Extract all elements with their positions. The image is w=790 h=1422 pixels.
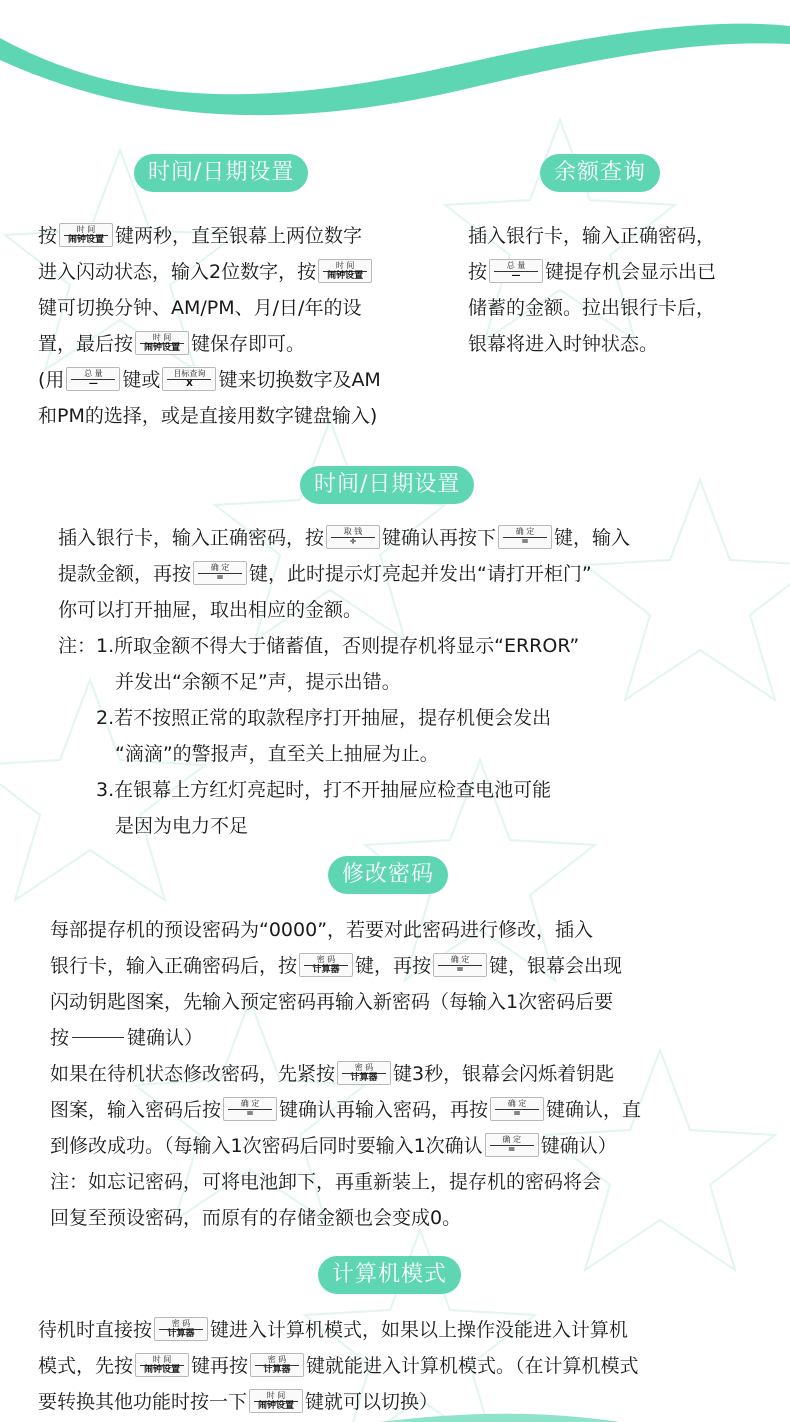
text-line xyxy=(468,218,716,254)
text-line xyxy=(50,984,641,1020)
text-segment: 图案，输入密码后按 xyxy=(50,1099,222,1121)
key-bottom-label xyxy=(72,1037,124,1048)
text-segment: 键进入计算机模式，如果以上操作没能进入计算机 xyxy=(210,1319,629,1341)
confirm-key-icon xyxy=(485,1133,539,1157)
text-segment: 键，输入 xyxy=(554,527,631,549)
text-segment: 键就可以切换） xyxy=(305,1391,439,1413)
total-key-icon xyxy=(66,367,120,391)
text-line xyxy=(50,1056,641,1092)
key-top-label: 时 间 xyxy=(152,332,172,342)
text-line xyxy=(58,520,630,556)
key-bottom-label: 计算器 xyxy=(350,1072,378,1083)
withdraw-text xyxy=(58,520,630,844)
key-top-label: 确 定 xyxy=(240,1098,260,1108)
text-segment: 注：如忘记密码，可将电池卸下，再重新装上，提存机的密码将会 xyxy=(50,1171,602,1193)
time-key-icon xyxy=(318,259,372,283)
text-line xyxy=(38,1312,639,1348)
key-top-label: 总 量 xyxy=(506,260,526,270)
text-segment: 2.若不按照正常的取款程序打开抽屉，提存机便会发出 xyxy=(58,707,552,729)
key-top-label: 确 定 xyxy=(515,526,535,536)
password-key-icon xyxy=(250,1353,304,1377)
text-segment: 键确认） xyxy=(127,1027,204,1049)
text-line xyxy=(58,808,630,844)
confirm-key-icon xyxy=(223,1097,277,1121)
text-line xyxy=(58,700,630,736)
text-line xyxy=(38,398,381,434)
key-top-label: 时 间 xyxy=(152,1354,172,1364)
text-segment: 按 xyxy=(468,261,488,283)
text-segment: 键或 xyxy=(122,369,161,391)
text-segment: 按 xyxy=(50,1027,70,1049)
text-line xyxy=(58,628,630,664)
text-segment: 键确认） xyxy=(540,1135,617,1157)
key-bottom-label: = xyxy=(456,964,464,975)
key-bottom-label: = xyxy=(216,572,224,583)
text-segment: 键，此时提示灯亮起并发出“请打开柜门” xyxy=(249,563,592,585)
text-segment: 键提存机会显示出已 xyxy=(545,261,717,283)
text-line xyxy=(38,218,381,254)
password-key-icon xyxy=(337,1061,391,1085)
text-segment: 是因为电力不足 xyxy=(58,815,249,837)
confirm-key-icon xyxy=(433,953,487,977)
target-key-icon xyxy=(162,367,216,391)
key-top-label: 确 定 xyxy=(507,1098,527,1108)
text-line xyxy=(468,290,716,326)
key-bottom-label: 计算器 xyxy=(312,964,340,975)
text-line xyxy=(468,326,716,362)
text-segment: 键两秒，直至银幕上两位数字 xyxy=(115,225,363,247)
text-segment: 模式，先按 xyxy=(38,1355,134,1377)
time-setting-text xyxy=(38,218,381,434)
text-line xyxy=(38,1348,639,1384)
confirm-key-icon xyxy=(193,561,247,585)
password-key-icon xyxy=(154,1317,208,1341)
key-top-label: 时 间 xyxy=(76,224,96,234)
text-segment: 银行卡，输入正确密码后，按 xyxy=(50,955,298,977)
text-line xyxy=(58,772,630,808)
text-segment: 待机时直接按 xyxy=(38,1319,153,1341)
text-line xyxy=(50,912,641,948)
text-segment: 键，银幕会出现 xyxy=(489,955,623,977)
total-key-icon xyxy=(489,259,543,283)
key-top-label: 确 定 xyxy=(450,954,470,964)
text-segment: 键确认，直 xyxy=(546,1099,642,1121)
text-line xyxy=(38,254,381,290)
key-bottom-label: 闹钟设置 xyxy=(144,342,181,353)
balance-text xyxy=(468,218,716,362)
calculator-text xyxy=(38,1312,639,1420)
text-segment: 注：1.所取金额不得大于储蓄值，否则提存机将显示“ERROR” xyxy=(58,635,580,657)
text-segment: 键再按 xyxy=(191,1355,249,1377)
key-top-label: 时 间 xyxy=(335,260,355,270)
key-bottom-label: — xyxy=(88,378,98,389)
text-segment: 进入闪动状态，输入2位数字，按 xyxy=(38,261,317,283)
text-segment: 闪动钥匙图案，先输入预定密码再输入新密码（每输入1次密码后要 xyxy=(50,991,614,1013)
text-segment: 如果在待机状态修改密码，先紧按 xyxy=(50,1063,336,1085)
text-line xyxy=(468,254,716,290)
blank-key-icon xyxy=(71,1025,125,1049)
text-segment: 要转换其他功能时按一下 xyxy=(38,1391,248,1413)
key-top-label: 目标查询 xyxy=(173,368,206,378)
section-title-calculator: 计算机模式 xyxy=(318,1256,461,1294)
text-segment: (用 xyxy=(38,369,65,391)
key-top-label: 总 量 xyxy=(84,368,103,378)
section-title-balance: 余额查询 xyxy=(540,154,660,192)
confirm-key-icon xyxy=(498,525,552,549)
text-segment: “滴滴”的警报声，直至关上抽屉为止。 xyxy=(58,743,439,765)
text-segment: 键来切换数字及AM xyxy=(218,369,381,391)
text-segment: 键可切换分钟、AM/PM、月/日/年的设 xyxy=(38,297,362,319)
time-key-icon xyxy=(135,331,189,355)
section-title-password: 修改密码 xyxy=(328,856,448,894)
text-segment: 键，再按 xyxy=(355,955,432,977)
key-bottom-label: — xyxy=(511,270,521,281)
text-segment: 和PM的选择，或是直接用数字键盘输入) xyxy=(38,405,378,427)
text-segment: 键确认再按下 xyxy=(382,527,497,549)
key-bottom-label: X xyxy=(185,378,193,389)
text-line xyxy=(50,1164,641,1200)
key-top-label: 密 码 xyxy=(171,1318,191,1328)
key-top-label xyxy=(72,1026,124,1037)
section-title-time-setting: 时间/日期设置 xyxy=(134,154,308,192)
time-key-icon xyxy=(135,1353,189,1377)
text-segment: 每部提存机的预设密码为“0000”，若要对此密码进行修改，插入 xyxy=(50,919,594,941)
text-segment: 键保存即可。 xyxy=(191,333,306,355)
key-bottom-label: 计算器 xyxy=(167,1328,195,1339)
text-line xyxy=(58,556,630,592)
text-segment: 你可以打开抽屉，取出相应的金额。 xyxy=(58,599,363,621)
text-segment: 键就能进入计算机模式。（在计算机模式 xyxy=(306,1355,639,1377)
key-bottom-label: 闹钟设置 xyxy=(258,1400,295,1411)
text-segment: 并发出“余额不足”声，提示出错。 xyxy=(58,671,401,693)
text-line xyxy=(50,1200,641,1236)
key-top-label: 确 定 xyxy=(210,562,230,572)
text-line xyxy=(58,664,630,700)
text-segment: 回复至预设密码，而原有的存储金额也会变成0。 xyxy=(50,1207,462,1229)
text-segment: 键3秒，银幕会闪烁着钥匙 xyxy=(393,1063,615,1085)
text-segment: 银幕将进入时钟状态。 xyxy=(468,333,659,355)
text-line xyxy=(38,290,381,326)
key-bottom-label: = xyxy=(521,536,529,547)
text-segment: 提款金额，再按 xyxy=(58,563,192,585)
text-line xyxy=(50,1128,641,1164)
text-segment: 按 xyxy=(38,225,58,247)
password-text xyxy=(50,912,641,1236)
key-top-label: 密 码 xyxy=(267,1354,287,1364)
text-segment: 到修改成功。（每输入1次密码后同时要输入1次确认 xyxy=(50,1135,483,1157)
text-line xyxy=(58,592,630,628)
text-segment: 储蓄的金额。拉出银行卡后， xyxy=(468,297,716,319)
key-bottom-label: 计算器 xyxy=(263,1364,291,1375)
text-line xyxy=(38,1384,639,1420)
text-line xyxy=(38,362,381,398)
key-bottom-label: = xyxy=(246,1108,254,1119)
withdraw-key-icon xyxy=(326,525,380,549)
key-bottom-label: = xyxy=(513,1108,521,1119)
text-segment: 键确认再输入密码，再按 xyxy=(279,1099,489,1121)
key-bottom-label: = xyxy=(507,1144,516,1155)
section-title-withdraw: 时间/日期设置 xyxy=(300,466,474,504)
password-key-icon xyxy=(299,953,353,977)
text-segment: 插入银行卡，输入正确密码，按 xyxy=(58,527,325,549)
time-key-icon xyxy=(249,1389,303,1413)
confirm-key-icon xyxy=(490,1097,544,1121)
key-bottom-label: 闹钟设置 xyxy=(68,234,105,245)
key-top-label: 取 钱 xyxy=(343,526,363,536)
text-line xyxy=(58,736,630,772)
key-top-label: 密 码 xyxy=(354,1062,374,1072)
text-segment: 3.在银幕上方红灯亮起时，打不开抽屉应检查电池可能 xyxy=(58,779,552,801)
key-bottom-label: ÷ xyxy=(349,536,357,547)
text-line xyxy=(50,948,641,984)
text-segment: 置，最后按 xyxy=(38,333,134,355)
key-top-label: 确 定 xyxy=(502,1134,521,1144)
key-bottom-label: 闹钟设置 xyxy=(327,270,364,281)
key-top-label: 时 间 xyxy=(266,1390,286,1400)
text-line xyxy=(50,1020,641,1056)
key-bottom-label: 闹钟设置 xyxy=(144,1364,181,1375)
time-key-icon xyxy=(59,223,113,247)
text-line xyxy=(38,326,381,362)
text-line xyxy=(50,1092,641,1128)
key-top-label: 密 码 xyxy=(316,954,336,964)
text-segment: 插入银行卡，输入正确密码， xyxy=(468,225,716,247)
